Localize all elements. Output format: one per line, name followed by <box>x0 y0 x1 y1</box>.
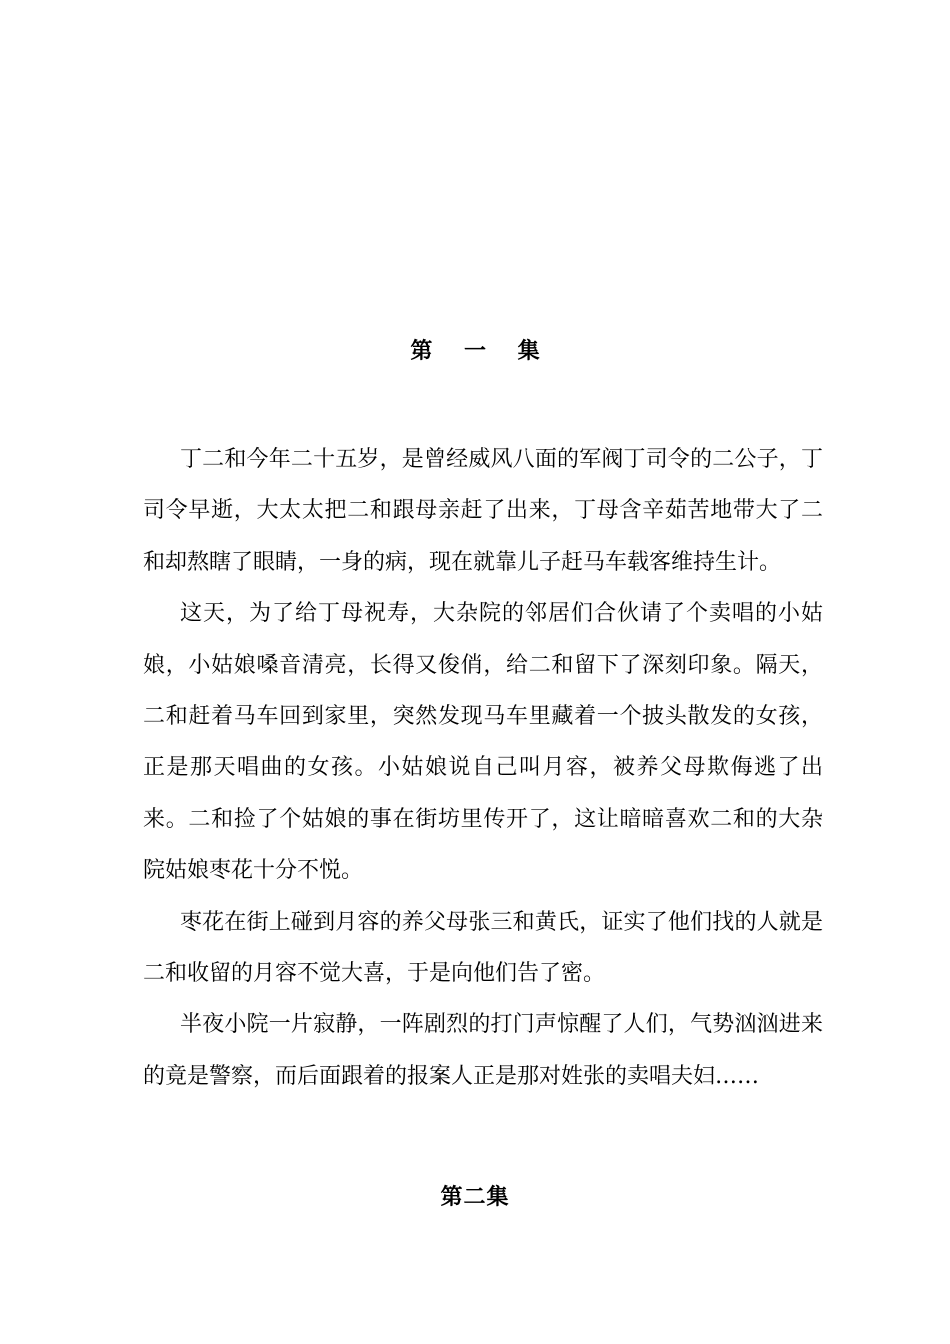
paragraph-1: 丁二和今年二十五岁，是曾经威风八面的军阀丁司令的二公子，丁司令早逝，大太太把二和跟母亲赶了出来，丁母含辛茹苦地带大了二和却熬瞎了眼睛，一身的病，现在就靠儿子赶马车载客维持生计。 <box>143 447 823 575</box>
episode-1-synopsis <box>143 434 823 1102</box>
paragraph-4: 半夜小院一片寂静，一阵剧烈的打门声惊醒了人们，气势汹汹进来的竟是警察，而后面跟着的报案人正是那对姓张的卖唱夫妇…… <box>143 1012 823 1089</box>
episode-2-heading: 第二集 <box>440 1184 510 1210</box>
episode-1-heading: 第 一 集 <box>410 338 552 364</box>
paragraph-2: 这天，为了给丁母祝寿，大杂院的邻居们合伙请了个卖唱的小姑娘，小姑娘嗓音清亮，长得又俊俏，给二和留下了深刻印象。隔天，二和赶着马车回到家里，突然发现马车里藏着一个披头散发的女孩，正是那天唱曲的女孩。小姑娘说自己叫月容，被养父母欺侮逃了出来。二和捡了个姑娘的事在街坊里传开了，这让暗暗喜欢二和的大杂院姑娘枣花十分不悦。 <box>143 601 823 884</box>
paragraph-3: 枣花在街上碰到月容的养父母张三和黄氏，证实了他们找的人就是二和收留的月容不觉大喜，于是向他们告了密。 <box>143 909 823 987</box>
